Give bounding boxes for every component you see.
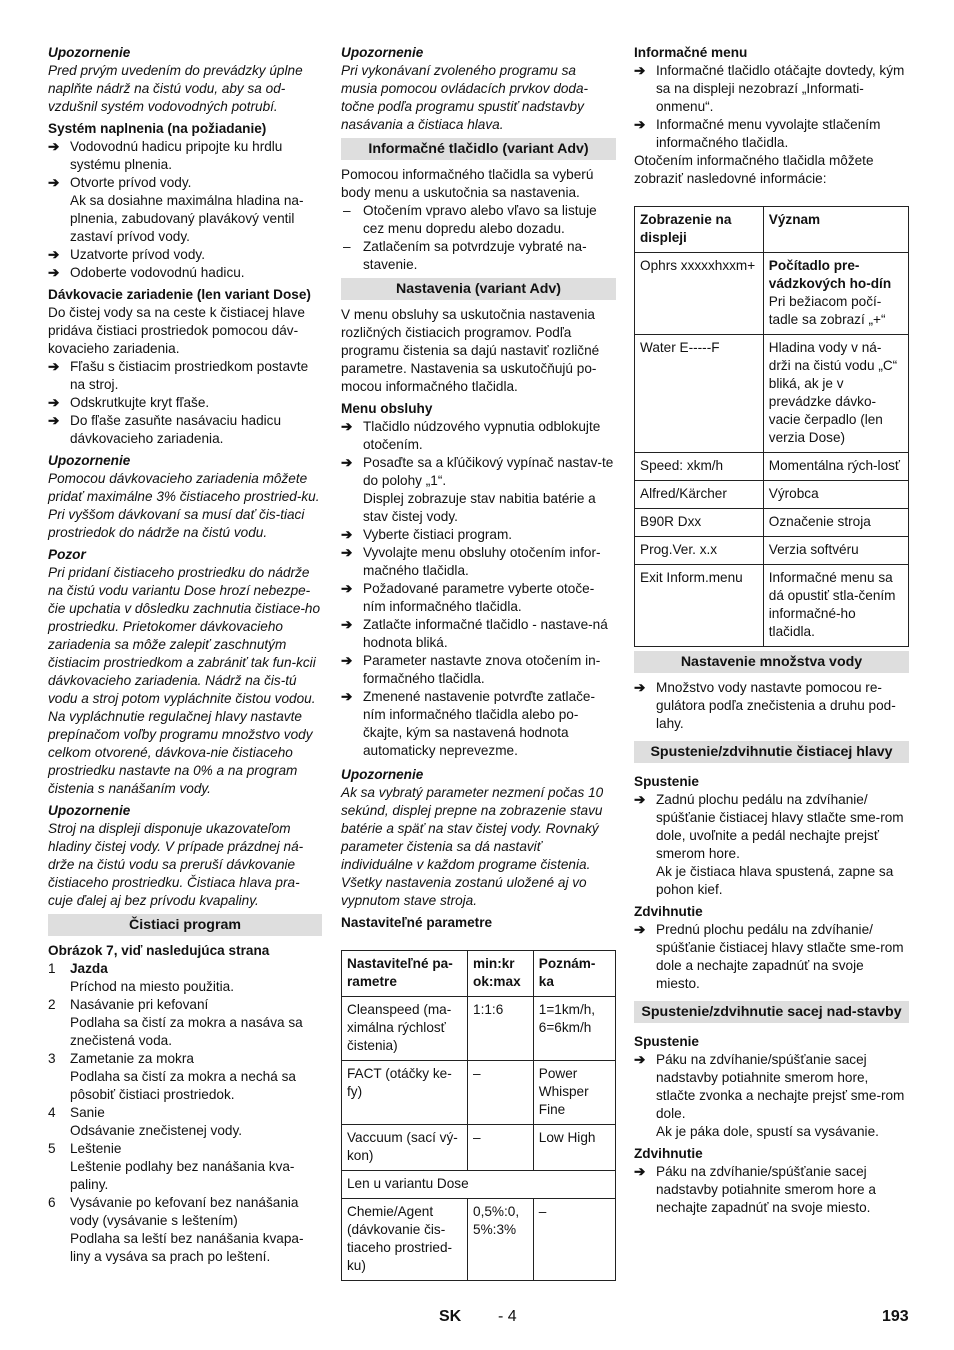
program-number: 5 (48, 1141, 56, 1156)
arrow-icon: ➔ (48, 265, 60, 280)
table-cell: Prog.Ver. x.x (635, 537, 764, 565)
program-item (48, 1140, 322, 1158)
table-cell-text: Pri bežiacom počí-tadle sa zobrazí „+“ (768, 294, 886, 327)
figure-reference: Obrázok 7, viď nasledujúca strana (48, 943, 270, 958)
raising-heading: Zdvihnutie (634, 904, 703, 919)
program-title: Jazda (70, 961, 108, 976)
lowering-heading: Spustenie (634, 1034, 699, 1049)
table-cell: Vaccuum (sací vý-kon) (342, 1125, 468, 1171)
info-paragraph: Pomocou informačného tlačidla sa vyberú body menu a uskutočnia sa nastavenia. (341, 167, 594, 200)
program-description: Leštenie podlahy bez nanášania kva-paliny. (70, 1159, 295, 1192)
table-cell-text: Informačné menu sa dá opustiť stla-čením informačné-ho tlačidla. (768, 570, 896, 639)
operator-menu-heading: Menu obsluhy (341, 401, 433, 416)
arrow-icon: ➔ (634, 680, 646, 695)
note-body: Ak sa vybratý parameter nezmení počas 10 sekúnd, displej prepne na zobrazenie stavu batérie a späť na stav čistej vody. Rovnaký parameter čistenia sa dá nastaviť individuálne v každom programe čistenia. Všetky nastavenia zostanú uložené aj vo vypnutom stave stroja. (341, 785, 604, 908)
arrow-icon: ➔ (634, 1052, 646, 1067)
arrow-icon: ➔ (341, 545, 353, 560)
section-bar-cleaning-program: Čistiaci program (48, 914, 322, 936)
program-number: 2 (48, 997, 56, 1012)
table-cell-text: Momentálna rých-losť (768, 458, 901, 473)
program-title: Sanie (70, 1105, 105, 1120)
arrow-icon: ➔ (341, 419, 353, 434)
arrow-icon: ➔ (341, 617, 353, 632)
step: ➔ Uzatvorte prívod vody. (48, 247, 205, 262)
arrow-icon: ➔ (48, 247, 60, 262)
table-cell (763, 335, 908, 453)
footer-language: SK (439, 1308, 462, 1325)
table-cell: 1=1km/h, 6=6km/h (533, 997, 615, 1061)
step: ➔ Páku na zdvíhanie/spúšťanie sacej nadstavby potiahnite smerom hore, stlačte zvonka a nechajte prejsť sme-rom dole. (634, 1052, 905, 1121)
step-note: Ak je páka dole, spustí sa vysávanie. (656, 1124, 879, 1139)
note-body: Stroj na displeji disponuje ukazovateľom hladiny čistej vody. V prípade prázdnej ná-drže na čistú vodu sa preruší dávkovanie čistiaceho prostriedku. Čistiaca hlava pra-cuje ďalej aj bez prívodu kvapaliny. (48, 821, 304, 908)
step: ➔ Zatlačte informačné tlačidlo - nastave-ná hodnota bliká. (341, 617, 608, 650)
table-cell: Alfred/Kärcher (635, 481, 764, 509)
table-cell: Cleanspeed (ma-ximálna rýchlosť čistenia) (342, 997, 468, 1061)
table-header-row (635, 207, 909, 253)
program-item (48, 996, 322, 1014)
table-cell: – (533, 1199, 615, 1281)
note-heading: Upozornenie (48, 803, 131, 818)
table-row (635, 509, 909, 537)
table-row (342, 1125, 616, 1171)
section-bar-water-amount: Nastavenie množstva vody (634, 651, 909, 673)
table-cell: – (468, 1061, 534, 1125)
table-cell: FACT (otáčky ke-fy) (342, 1061, 468, 1125)
table-cell: Power Whisper Fine (533, 1061, 615, 1125)
fill-system-heading: Systém naplnenia (na požiadanie) (48, 121, 267, 136)
caution-body: Pri pridaní čistiaceho prostriedku do nádrže na čistú vodu variantu Dose hrozí nebezpe-čie upchatia v dôsledku zachnutia čistiace-ho prostriedku. Prietokomer dávkovacieho zariadenia sa môže zalepiť zaschnutým čistiacim prostriedkom a zabrániť tak fun-kcii dávkovacieho zariadenia. Nádrž na čis-tú vodu a stroj potom vypláchnite čistou vodou. Na vypláchnutie regulačnej hlavy nastavte prepínačom voľby programu množstvo vody celkom otvorené, dávkova-nie čistiaceho prostriedku nastavte na 0% a na program čistenia s nanášaním vody. (48, 565, 321, 796)
arrow-icon: ➔ (48, 395, 60, 410)
table-cell-text: Výrobca (768, 486, 819, 501)
table-row (342, 1171, 616, 1199)
step: ➔ Páku na zdvíhanie/spúšťanie sacej nadstavby potiahnite smerom hore a nechajte zapadnúť na svoje miesto. (634, 1164, 876, 1215)
arrow-icon: ➔ (341, 653, 353, 668)
step: ➔ Odskrutkujte kryt fľaše. (48, 395, 210, 410)
arrow-icon: ➔ (341, 455, 353, 470)
dosing-heading: Dávkovacie zariadenie (len variant Dose) (48, 287, 311, 302)
info-menu-paragraph: Otočením informačného tlačidla môžete zobraziť nasledovné informácie: (634, 153, 874, 186)
step-note: Ak sa dosiahne maximálna hladina na-plnenia, zabudovaný plavákový ventil zastaví prívod vody. (70, 193, 304, 244)
section-bar-suction: Spustenie/zdvihnutie sacej nad-stavby (634, 1001, 909, 1023)
step: ➔ Posaďte sa a kľúčikový vypínač nastav-te do polohy „1“. (341, 455, 614, 488)
note-body: Pri vykonávaní zvoleného programu sa musia pomocou ovládacích prvkov doda-točne podľa programu spustiť nadstavby nasávania a čistiaca hlava. (341, 63, 589, 132)
program-item (48, 1050, 322, 1068)
arrow-icon: ➔ (341, 581, 353, 596)
program-item (48, 1104, 322, 1122)
table-row (635, 537, 909, 565)
table-cell (763, 537, 908, 565)
table-cell (763, 453, 908, 481)
table-cell: 1:1:6 (468, 997, 534, 1061)
table-header-cell: min:kr ok:max (468, 951, 534, 997)
table-cell-text: Hladina vody v ná-drži na čistú vodu „C“ bliká, ak je v prevádzke dávko-vacie čerpadlo (len verzia Dose) (768, 340, 898, 445)
step: ➔ Zadnú plochu pedálu na zdvíhanie/ spúšťanie čistiacej hlavy stlačte sme-rom dole, uvoľnite a pedál nechajte prejsť smerom hore. (634, 792, 904, 861)
program-description: Príchod na miesto použitia. (70, 979, 234, 994)
arrow-icon: ➔ (634, 117, 646, 132)
table-header-cell: Význam (763, 207, 908, 253)
table-header-row (342, 951, 616, 997)
dash-item: – Otočením vpravo alebo vľavo sa listuje cez menu dopredu alebo dozadu. (343, 203, 597, 236)
table-cell: Ophrs xxxxxhxxm+ (635, 253, 764, 335)
step-note: Ak je čistiaca hlava spustená, zapne sa pohon kief. (656, 864, 894, 897)
program-description: Odsávanie znečistenej vody. (70, 1123, 243, 1138)
note-heading: Upozornenie (341, 45, 424, 60)
step: ➔ Vodovodnú hadicu pripojte ku hrdlu systému plnenia. (48, 139, 283, 172)
section-bar-info-button: Informačné tlačidlo (variant Adv) (341, 138, 616, 160)
step: ➔ Informačné tlačidlo otáčajte dovtedy, kým sa na displeji nezobrazí „Informati-onmenu“. (634, 63, 905, 114)
column-1 (48, 42, 322, 1266)
table-cell (763, 509, 908, 537)
program-item (48, 960, 322, 978)
raising-heading: Zdvihnutie (634, 1146, 703, 1161)
step: ➔ Parameter nastavte znova otočením in-formačného tlačidla. (341, 653, 601, 686)
table-cell: Exit Inform.menu (635, 565, 764, 647)
program-number: 4 (48, 1105, 56, 1120)
parameters-heading: Nastaviteľné parametre (341, 915, 493, 930)
step: ➔ Do fľaše zasuňte nasávaciu hadicu dávkovacieho zariadenia. (48, 413, 282, 446)
note-heading: Upozornenie (48, 453, 131, 468)
step: ➔ Informačné menu vyvolajte stlačením informačného tlačidla. (634, 117, 881, 150)
program-number: 1 (48, 961, 56, 976)
caution-heading: Pozor (48, 547, 86, 562)
dash-item: – Zatlačením sa potvrdzuje vybraté na-stavenie. (343, 239, 587, 272)
table-header-cell: Poznám-ka (533, 951, 615, 997)
note-heading: Upozornenie (341, 767, 424, 782)
program-title: Vysávanie po kefovaní bez nanášania vody (vysávanie s leštením) (70, 1195, 299, 1228)
settings-paragraph: V menu obsluhy sa uskutočnia nastavenia rozličných čistiacich programov. Podľa programu čistenia sa dajú nastaviť rozličné parametre. Nastavenia sa uskutočňujú po-mocou informačného tlačidla. (341, 307, 600, 394)
arrow-icon: ➔ (341, 689, 353, 704)
table-row (635, 565, 909, 647)
arrow-icon: ➔ (48, 359, 60, 374)
lowering-heading: Spustenie (634, 774, 699, 789)
arrow-icon: ➔ (341, 527, 353, 542)
table-span-cell: Len u variantu Dose (342, 1171, 616, 1199)
table-cell: Water E-----F (635, 335, 764, 453)
table-row (635, 453, 909, 481)
table-row (342, 1061, 616, 1125)
program-item (48, 1194, 322, 1230)
table-cell (763, 565, 908, 647)
table-row (342, 1199, 616, 1281)
dosing-paragraph: Do čistej vody sa na ceste k čistiacej hlave pridáva čistiaci prostriedok pomocou dáv-kovacieho zariadenia. (48, 305, 305, 356)
table-row (635, 253, 909, 335)
table-row (342, 997, 616, 1061)
note-body: Pred prvým uvedením do prevádzky úplne naplňte nádrž na čistú vodu, aby sa od-vzdušnil systém vodovodných potrubí. (48, 63, 303, 114)
section-bar-settings: Nastavenia (variant Adv) (341, 278, 616, 300)
step: ➔ Zmenené nastavenie potvrďte zatlače-ním informačného tlačidla alebo po-čkajte, kým sa nastavená hodnota automaticky neprevezme. (341, 689, 596, 758)
program-title: Leštenie (70, 1141, 122, 1156)
table-cell: B90R Dxx (635, 509, 764, 537)
table-cell: 0,5%:0, 5%:3% (468, 1199, 534, 1281)
program-description: Podlaha sa čistí za mokra a nechá sa pôsobiť čistiaci prostriedok. (70, 1069, 296, 1102)
step: ➔ Otvorte prívod vody. (48, 175, 192, 190)
step: ➔ Vyberte čistiaci program. (341, 527, 513, 542)
info-menu-heading: Informačné menu (634, 45, 748, 60)
column-3 (634, 42, 909, 1217)
table-cell: Chemie/Agent (dávkovanie čis-tiaceho prostried-ku) (342, 1199, 468, 1281)
step: ➔ Vyvolajte menu obsluhy otočením infor-mačného tlačidla. (341, 545, 601, 578)
program-list (48, 960, 322, 1266)
step: ➔ Tlačidlo núdzového vypnutia odblokujte otočením. (341, 419, 601, 452)
step: ➔ Odoberte vodovodnú hadicu. (48, 265, 245, 280)
arrow-icon: ➔ (634, 922, 646, 937)
program-description: Podlaha sa leští bez nanášania kvapa-liny a vysáva sa prach po leštení. (70, 1231, 304, 1264)
arrow-icon: ➔ (48, 139, 60, 154)
table-cell (763, 253, 908, 335)
info-menu-table (634, 206, 909, 647)
step-note: Displej zobrazuje stav nabitia batérie a stav čistej vody. (363, 491, 596, 524)
table-row (635, 481, 909, 509)
table-cell-text: Označenie stroja (768, 514, 871, 529)
step: ➔ Požadované parametre vyberte otoče-ním informačného tlačidla. (341, 581, 595, 614)
program-title: Nasávanie pri kefovaní (70, 997, 209, 1012)
step: ➔ Prednú plochu pedálu na zdvíhanie/ spúšťanie čistiacej hlavy stlačte sme-rom dole a nechajte zapadnúť na svoje miesto. (634, 922, 904, 991)
arrow-icon: ➔ (48, 175, 60, 190)
note-body: Pomocou dávkovacieho zariadenia môžete pridať maximálne 3% čistiaceho prostried-ku. Pri vyššom dávkovaní sa musí dať čis-tiaci prostriedok do nádrže na čistú vodu. (48, 471, 320, 540)
table-cell-emphasis: Počítadlo pre-vádzkových ho-dín (768, 258, 892, 291)
table-header-cell: Zobrazenie na displeji (635, 207, 764, 253)
step: ➔ Množstvo vody nastavte pomocou re-gulátora podľa znečistenia a druhu pod-lahy. (634, 680, 896, 731)
table-row (635, 335, 909, 453)
table-header-cell: Nastaviteľné pa-rametre (342, 951, 468, 997)
table-cell-text: Verzia softvéru (768, 542, 859, 557)
arrow-icon: ➔ (48, 413, 60, 428)
program-number: 3 (48, 1051, 56, 1066)
step: ➔ Fľašu s čistiacim prostriedkom postavte na stroj. (48, 359, 309, 392)
parameters-table (341, 950, 616, 1281)
arrow-icon: ➔ (634, 1164, 646, 1179)
footer-section-page: - 4 (498, 1308, 517, 1325)
footer-page-number: 193 (882, 1308, 909, 1325)
table-cell: Speed: xkm/h (635, 453, 764, 481)
table-cell: Low High (533, 1125, 615, 1171)
section-bar-cleaning-head: Spustenie/zdvihnutie čistiacej hlavy (634, 741, 909, 763)
arrow-icon: ➔ (634, 792, 646, 807)
program-title: Zametanie za mokra (70, 1051, 194, 1066)
arrow-icon: ➔ (634, 63, 646, 78)
column-2 (341, 42, 616, 1281)
program-number: 6 (48, 1195, 56, 1210)
table-cell (763, 481, 908, 509)
table-cell: – (468, 1125, 534, 1171)
program-description: Podlaha sa čistí za mokra a nasáva sa znečistená voda. (70, 1015, 303, 1048)
note-heading: Upozornenie (48, 45, 131, 60)
